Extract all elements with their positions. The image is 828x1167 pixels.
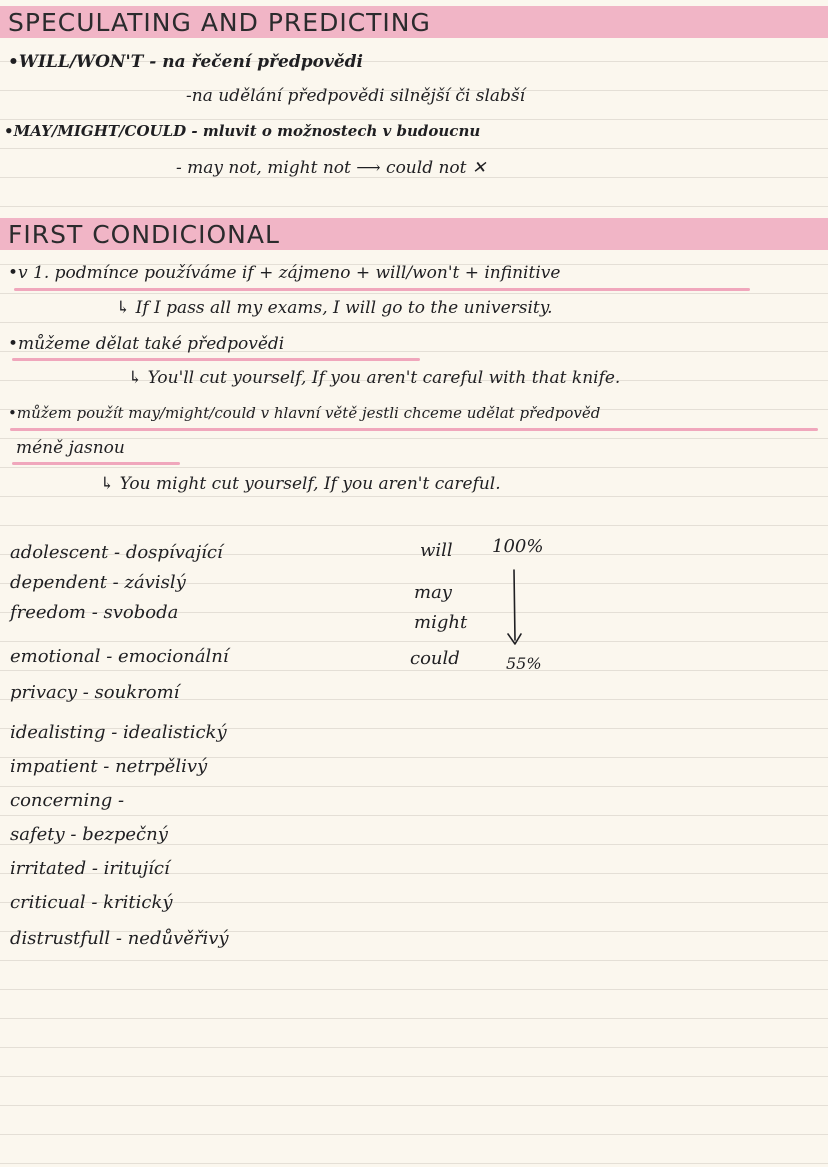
scale-word-will: will: [420, 540, 453, 561]
example-line: ↳ You'll cut yourself, If you aren't careful with that knife.: [128, 368, 621, 388]
scale-word-might: might: [414, 612, 468, 633]
vocab-item: emotional - emocionální: [10, 646, 229, 667]
underline: [10, 428, 818, 431]
note-line: •WILL/WON'T - na řečení předpovědi: [8, 52, 363, 72]
vocab-item: impatient - netrpělivý: [10, 756, 208, 777]
example-line: ↳ If I pass all my exams, I will go to the university.: [116, 298, 553, 318]
scale-top-label: 100%: [492, 536, 544, 557]
scale-word-could: could: [410, 648, 460, 669]
vocab-item: concerning -: [10, 790, 125, 811]
down-arrow-icon: [500, 566, 530, 656]
vocab-item: dependent - závislý: [10, 572, 186, 593]
vocab-item: adolescent - dospívající: [10, 542, 223, 563]
underline: [14, 288, 750, 291]
vocab-item: criticual - kritický: [10, 892, 173, 913]
scale-word-may: may: [414, 582, 452, 603]
vocab-item: safety - bezpečný: [10, 824, 168, 845]
vocab-item: irritated - iritující: [10, 858, 170, 879]
vocab-item: freedom - svoboda: [10, 602, 179, 623]
vocab-item: idealisting - idealistický: [10, 722, 227, 743]
section-title-first-conditional: FIRST CONDICIONAL: [8, 220, 280, 249]
section-title-speculating: SPECULATING AND PREDICTING: [8, 8, 431, 37]
note-line: - may not, might not ⟶ could not ✕: [176, 158, 487, 178]
vocab-item: distrustfull - nedůvěřivý: [10, 928, 229, 949]
example-line: ↳ You might cut yourself, If you aren't careful.: [100, 474, 501, 494]
note-line: •v 1. podmínce používáme if + zájmeno + will/won't + infinitive: [8, 263, 561, 283]
note-line: -na udělání předpovědi silnější či slabší: [186, 86, 526, 106]
note-line: méně jasnou: [16, 438, 125, 458]
underline: [12, 358, 420, 361]
underline: [12, 462, 180, 465]
note-line: •můžem použít may/might/could v hlavní větě jestli chceme udělat předpověd: [8, 404, 601, 422]
vocab-item: privacy - soukromí: [10, 682, 180, 703]
note-line: •můžeme dělat také předpovědi: [8, 334, 285, 354]
note-line: •MAY/MIGHT/COULD - mluvit o možnostech v budoucnu: [4, 122, 481, 140]
scale-bottom-label: 55%: [506, 654, 542, 673]
